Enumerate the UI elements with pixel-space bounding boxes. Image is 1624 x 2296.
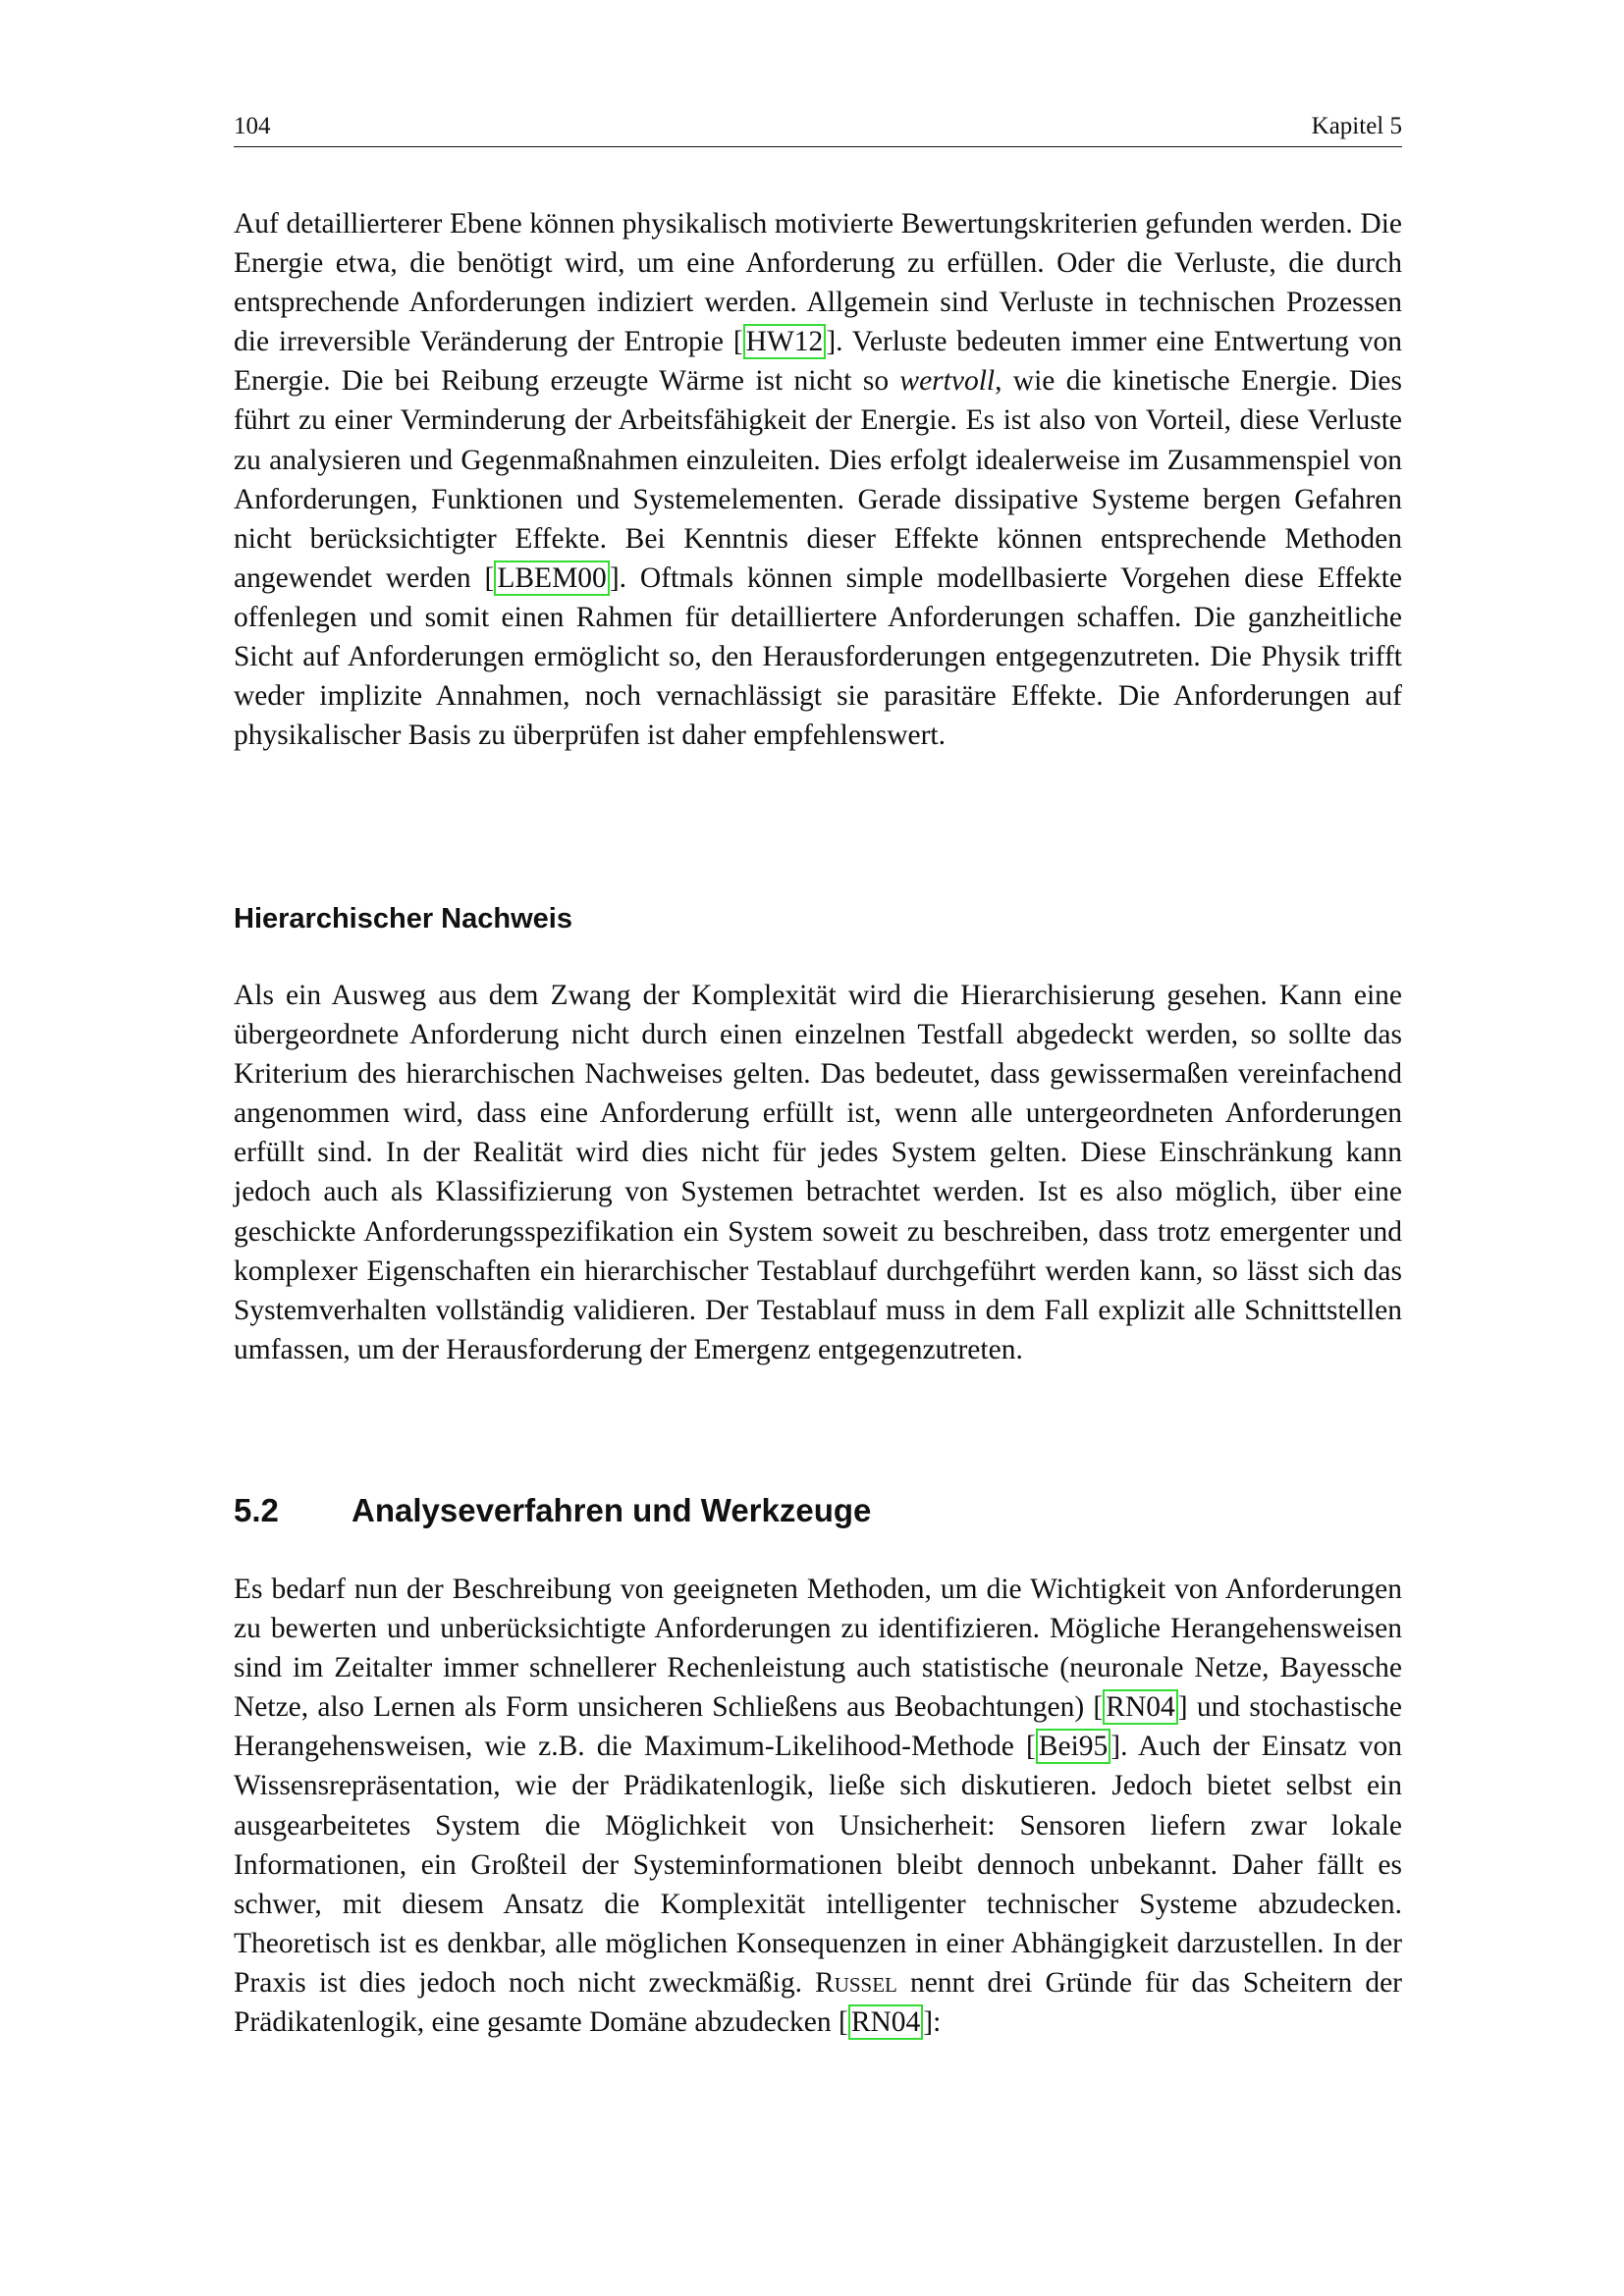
citation-link[interactable]: Bei95 [1036,1729,1110,1764]
paragraph-text: ]. Verluste bedeuten immer eine Entwertung von Energie. Die bei Reibung erzeugte Wärme ist nicht so [234,326,1402,398]
citation-link[interactable]: RN04 [1103,1689,1177,1725]
paragraph-text: Auf detaillierterer Ebene können physikalisch motivierte Bewertungskriterien gefunden werden. Die Energie etwa, die benötigt wird, um eine Anforderung zu erfüllen. Oder die Verluste, die durch entsprechende Anforderungen indiziert werden. Allgemein sind Verluste in technischen Prozessen die irreversible Veränderung der Entropie [ [234,208,1402,358]
paragraph-text: nennt drei Gründe für das Scheitern der Prädikatenlogik, eine gesamte Domäne abzudecken [ [234,1966,1402,2039]
citation-link[interactable]: HW12 [743,324,827,359]
chapter-label: Kapitel 5 [1311,113,1402,139]
paragraph-text: ]. Oftmals können simple modellbasierte Vorgehen diese Effekte offenlegen und somit einen Rahmen für detailliertere Anforderungen schaffen. Die ganzheitliche Sicht auf Anforderungen ermöglicht so, den Herausforderungen entgegenzutreten. Die Physik trifft weder implizite Annahmen, noch vernachlässigt sie parasitäre Effekte. Die Anforderungen auf physikalischer Basis zu überprüfen ist daher empfehlenswert. [234,561,1402,752]
page-number: 104 [234,113,271,139]
section-number: 5.2 [234,1492,279,1528]
section-title: Analyseverfahren und Werkzeuge [352,1492,872,1528]
paragraph-text: ] und stochastische Herangehensweisen, wie z.B. die Maximum-Likelihood-Methode [ [234,1691,1402,1763]
paragraph-physics-criteria [234,204,1402,755]
paragraph-analysis-methods [234,1570,1402,2042]
author-name: Russel [815,1966,897,1999]
emphasis-text: wertvoll [899,365,996,398]
header-rule [234,146,1402,147]
paragraph-text: ]: [923,2006,942,2039]
paragraph-hierarchical-proof: Als ein Ausweg aus dem Zwang der Komplexität wird die Hierarchisierung gesehen. Kann eine übergeordnete Anforderung nicht durch einen einzelnen Testfall abgedeckt werden, so sollte das Kriterium des hierarchischen Nachweises gelten. Das bedeutet, dass gewissermaßen vereinfachend angenommen wird, dass eine Anforderung erfüllt ist, wenn alle untergeordneten Anforderungen erfüllt sind. In der Realität wird dies nicht für jedes System gelten. Diese Einschränkung kann jedoch auch als Klassifizierung von Systemen betrachtet werden. Ist es also möglich, über eine geschickte Anforderungsspezifikation ein System soweit zu beschreiben, dass trotz emergenter und komplexer Eigenschaften ein hierarchischer Testablauf durchgeführt werden kann, so lässt sich das Systemverhalten vollständig validieren. Der Testablauf muss in dem Fall explizit alle Schnittstellen umfassen, um der Herausforderung der Emergenz entgegenzutreten. [234,980,1402,1365]
section-heading [234,1489,871,1532]
subheading: Hierarchischer Nachweis [234,903,572,934]
citation-link[interactable]: RN04 [848,2004,923,2040]
paragraph-text: , wie die kinetische Energie. Dies führt zu einer Verminderung der Arbeitsfähigkeit der Energie. Es ist also von Vorteil, diese Verluste zu analysieren und Gegenmaßnahmen einzuleiten. Dies erfolgt idealerweise im Zusammenspiel von Anforderungen, Funktionen und Systemelementen. Gerade dissipative Systeme bergen Gefahren nicht berücksichtigter Effekte. Bei Kenntnis dieser Effekte können entsprechende Methoden angewendet werden [ [234,365,1403,594]
page-header [234,112,1402,141]
citation-link[interactable]: LBEM00 [494,561,609,596]
paragraph-text: Es bedarf nun der Beschreibung von geeigneten Methoden, um die Wichtigkeit von Anforderungen zu bewerten und unberücksichtigte Anforderungen zu identifizieren. Mögliche Herangehensweisen sind im Zeitalter immer schnellerer Rechenleistung auch statistische (neuronale Netze, Bayessche Netze, also Lernen als Form unsicheren Schließens aus Beobachtungen) [ [234,1574,1402,1724]
paragraph-text: ]. Auch der Einsatz von Wissensrepräsentation, wie der Prädikatenlogik, ließe sich diskutieren. Jedoch bietet selbst ein ausgearbeitetes System die Möglichkeit von Unsicherheit: Sensoren liefern zwar lokale Informationen, ein Großteil der Systeminformationen bleibt dennoch unbekannt. Daher fällt es schwer, mit diesem Ansatz die Komplexität intelligenter technischer Systeme abzudecken. Theoretisch ist es denkbar, alle möglichen Konsequenzen in einer Abhängigkeit darzustellen. In der Praxis ist dies jedoch noch nicht zweckmäßig. [234,1731,1403,1999]
